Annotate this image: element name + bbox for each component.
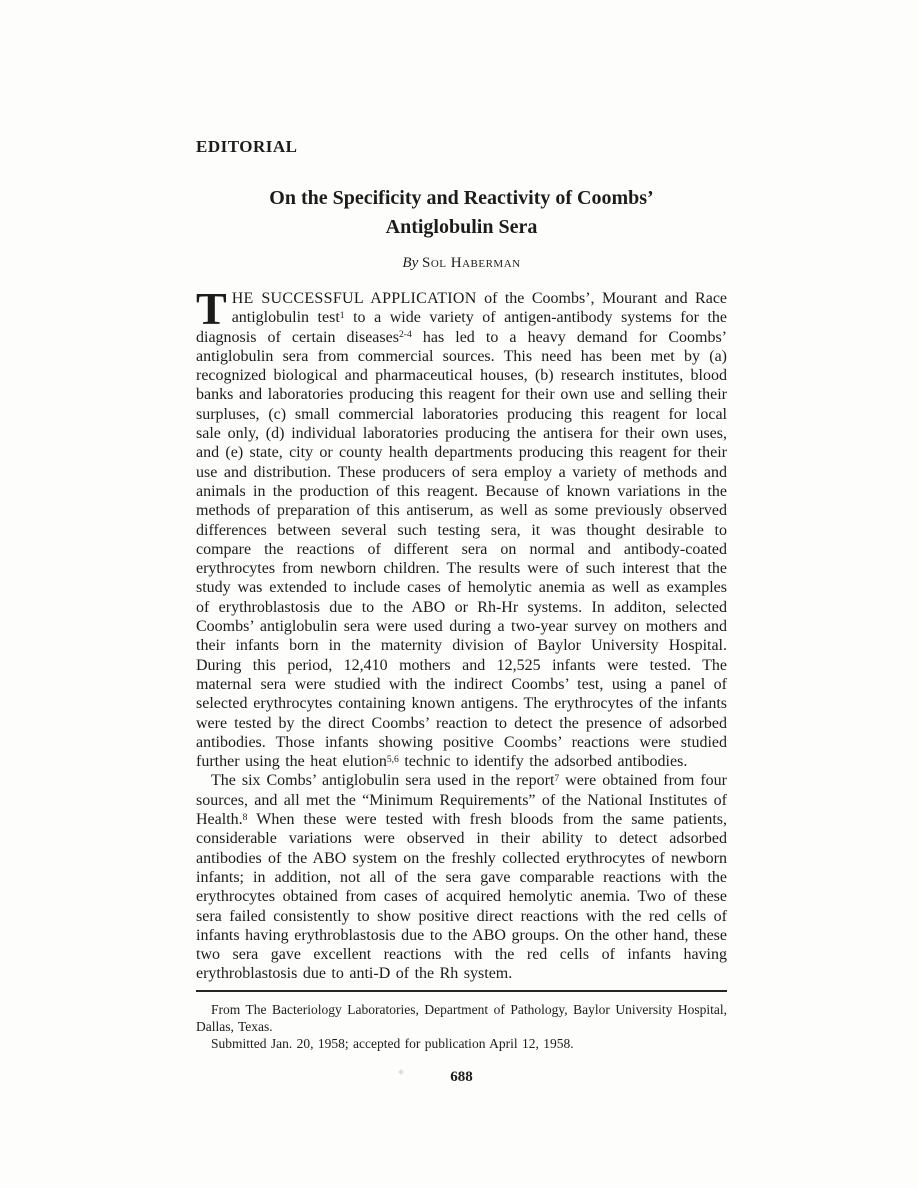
byline (196, 255, 727, 272)
page-number: 688 (450, 1068, 473, 1085)
article-title (196, 184, 727, 242)
article-body (196, 283, 728, 984)
paragraph-1-text: of the Coombs’, Mourant and Race antiglobulin test$^1$ to a wide variety of antigen-antibody systems for the diagnosis of certain diseases$^{2-4}$ has led to a heavy demand for Coombs’ antiglobulin sera from commercial sources. This need has been met by (a) recognized biological and pharmaceutical houses, (b) research institutes, blood banks and laboratories producing this reagent for their own use and selling their surpluses, (c) small commercial laboratories producing this reagent for local sale only, (d) individual laboratories producing the antisera for their own uses, and (e) state, city or county health departments producing this reagent for their use and distribution. These producers of sera employ a variety of methods and animals in the production of this reagent. Because of known variations in the methods of preparation of this antiserum, as well as some previously observed differences between several such testing sera, it was thought desirable to compare the reactions of different sera on normal and antibody-coated erythrocytes from newborn children. The results were of such interest that the study was extended to include cases of hemolytic anemia as well as examples of erythroblastosis due to the ABO or Rh-Hr systems. In additon, selected Coombs’ antiglobulin sera were used during a two-year survey on mothers and their infants born in the maternity division of Baylor University Hospital. During this period, 12,410 mothers and 12,525 infants were tested. The maternal sera were studied with the indirect Coombs’ test, using a panel of selected erythrocytes containing known antigens. The erythrocytes of the infants were tested by the direct Coombs’ reaction to detect the presence of adsorbed antibodies. Those infants showing positive Coombs’ reactions were studied further using the heat elution$^{5,6}$ technic to identify the adsorbed antibodies. (196, 290, 728, 771)
paragraph-2 (196, 771, 727, 983)
footnote-affiliation: From The Bacteriology Laboratories, Department of Pathology, Baylor University Hospital, Dallas, Texas. (196, 1001, 727, 1034)
byline-prefix: By (402, 255, 419, 271)
byline-author: Sol Haberman (421, 255, 521, 271)
article-title-line-1: On the Specificity and Reactivity of Coombs’ (269, 187, 654, 209)
text-column (196, 137, 727, 1086)
paragraph-1-lead: HE SUCCESSFUL APPLICATION (231, 290, 477, 307)
footnote-submission: Submitted Jan. 20, 1958; accepted for publication April 12, 1958. (211, 1035, 574, 1051)
paragraph-2-text: The six Combs’ antiglobulin sera used in the report$^7$ were obtained from four sources, and all met the “Minimum Requirements” of the National Institutes of Health.$^8$ When these were tested with fresh bloods from the same patients, considerable variations were observed in their ability to detect adsorbed antibodies of the ABO system on the freshly collected erythrocytes of newborn infants; in addition, not all of the sera gave comparable reactions with the erythrocytes obtained from cases of acquired hemolytic anemia. Two of these sera failed consistently to show positive direct reactions with the red cells of infants having erythroblastosis due to the ABO groups. On the other hand, these two sera gave excellent reactions with the red cells of infants having erythroblastosis due to anti-D of the Rh system. (196, 772, 727, 983)
paragraph-1 (196, 283, 728, 771)
section-kicker: EDITORIAL (196, 137, 298, 156)
footnotes (196, 1001, 727, 1052)
article-title-line-2: Antiglobulin Sera (385, 216, 538, 238)
drop-cap: T (196, 283, 227, 334)
footnote-divider (196, 990, 727, 992)
